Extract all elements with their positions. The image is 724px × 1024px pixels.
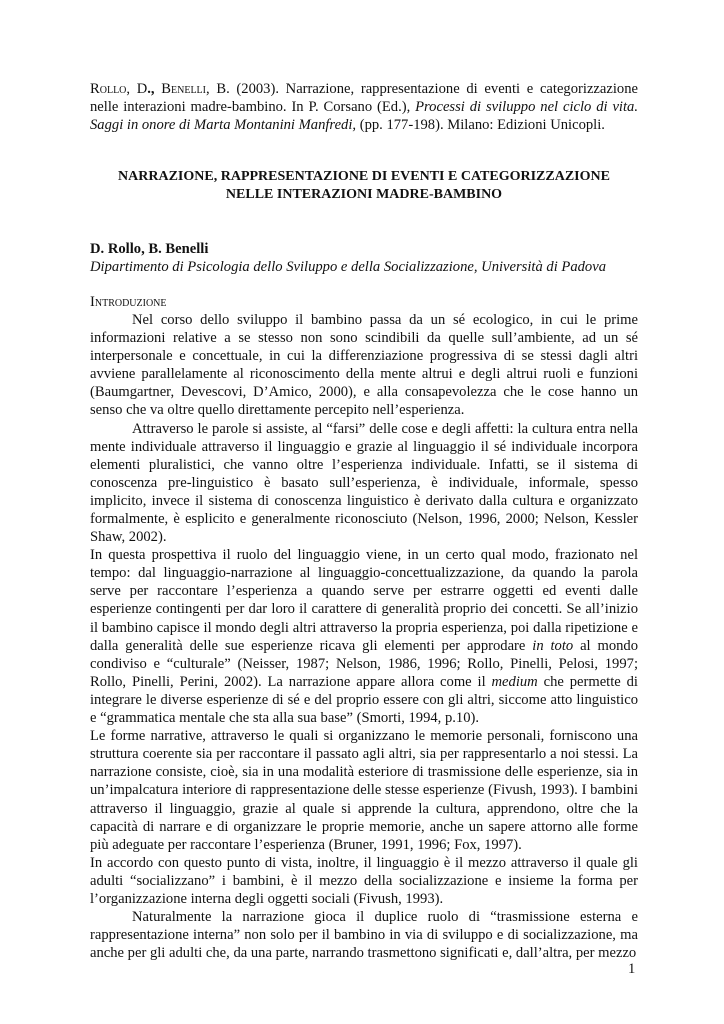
bibliographic-citation bbox=[90, 80, 638, 134]
citation-separator: ., bbox=[147, 81, 162, 97]
body-paragraph-2: Attraverso le parole si assiste, al “farsi” delle cose e degli affetti: la cultura entra nella mente individuale attraverso il linguaggio e grazie al linguaggio il sé individuale incorpora elementi pluralistici, che vanno oltre l’esperienza individuale. Infatti, se il sistema di conoscenza pre-linguistico è basato sull’esperienza, è individuale, informale, spesso implicito, invece il sistema di conoscenza linguistico è derivato dalla cultura e organizzato formalmente, è esplicito e generalmente riconosciuto (Nelson, 1996, 2000; Nelson, Kessler Shaw, 2002). bbox=[90, 420, 638, 546]
paragraph-3-text-b: al mondo condiviso e “culturale” (Neisser, 1987; Nelson, 1986, 1996; Rollo, Pinelli, Pelosi, 1997; Rollo, Pinelli, Perini, 2002). La narrazione appare allora come il bbox=[90, 637, 639, 690]
citation-details: . (2003). Narrazione, rappresentazione di eventi e categorizzazione nelle interazioni madre-bambino. In P. Corsano (Ed.), bbox=[90, 81, 638, 116]
paper-authors: D. Rollo, B. Benelli bbox=[90, 240, 209, 257]
paper-title-line-1: NARRAZIONE, RAPPRESENTAZIONE DI EVENTI E CATEGORIZZAZIONE bbox=[118, 169, 610, 185]
paragraph-3-emphasis-in-toto: in toto bbox=[532, 637, 574, 654]
citation-author-2: Benelli, B bbox=[161, 81, 227, 97]
citation-pages-publisher: (pp. 177-198). Milano: Edizioni Unicopli. bbox=[356, 117, 605, 134]
body-paragraph-6: Naturalmente la narrazione gioca il duplice ruolo di “trasmissione esterna e rappresentazione interna” non solo per il bambino in via di sviluppo e di socializzazione, ma anche per gli adulti che, da una parte, narrando trasmettono significati e, dall’altra, per mezzo bbox=[90, 909, 638, 962]
author-affiliation: Dipartimento di Psicologia dello Sviluppo e della Socializzazione, Università di Padova bbox=[90, 258, 606, 275]
citation-author-1: Rollo, D bbox=[90, 81, 148, 97]
paragraph-3-text-a: In questa prospettiva il ruolo del linguaggio viene, in un certo qual modo, frazionato nel tempo: dal linguaggio-narrazione al linguaggio-concettualizzazione, da quando la parola serve per raccontare l’esperienza a quando serve per estrarre oggetti ed eventi dalle esperienze contingenti per dar loro il carattere di generalità proprio dei concetti. Se all’inizio il bambino capisce il mondo degli altri attraverso la propria esperienza, poi dalla ripetizione e dalla generalità delle sue esperienze ricava gli elementi per approdare bbox=[90, 547, 638, 654]
document-page bbox=[90, 80, 638, 962]
body-paragraph-1: Nel corso dello sviluppo il bambino passa da un sé ecologico, in cui le prime informazioni relative a se stesso non sono scindibili da quelle sull’ambiente, ad un sé interpersonale e concettuale, in cui la differenziazione progressiva di se stessi dagli altri avviene parallelamente al riconoscimento della mente altrui e degli altrui ruoli e funzioni (Baumgartner, Devescovi, D’Amico, 2000), e alla consapevolezza che le cose hanno un senso che va oltre quello direttamente percepito nell’esperienza. bbox=[90, 311, 638, 419]
paper-title bbox=[90, 168, 638, 204]
paragraph-3-text-c: che permette di integrare le diverse esperienze di sé e del proprio essere con gli altri, siccome atto linguistico e “grammatica mentale che sta alla sua base” (Smorti, 1994, p.10). bbox=[90, 673, 638, 727]
paper-title-line-2: NELLE INTERAZIONI MADRE-BAMBINO bbox=[225, 187, 503, 203]
body-paragraph-5: In accordo con questo punto di vista, inoltre, il linguaggio è il mezzo attraverso il quale gli adulti “socializzano” i bambini, è il mezzo della socializzazione e insieme la forma per l’organizzazione interna degli oggetti sociali (Fivush, 1993). bbox=[90, 854, 638, 907]
paragraph-3-emphasis-medium: medium bbox=[491, 673, 538, 690]
body-paragraph-3 bbox=[90, 546, 638, 727]
section-heading: Introduzione bbox=[90, 293, 167, 310]
citation-book-title: Processi di sviluppo nel ciclo di vita. Saggi in onore di Marta Montanini Manfredi, bbox=[90, 99, 638, 134]
body-paragraph-4: Le forme narrative, attraverso le quali si organizzano le memorie personali, forniscono una struttura coerente sia per raccontare il passato agli altri, sia per rappresentarlo a noi stessi. La narrazione consiste, cioè, sia in una modalità esteriore di trasmissione delle esperienze, sia in un’impalcatura interiore di rappresentazione delle stesse esperienze (Fivush, 1993). I bambini attraverso il linguaggio, grazie al quale si apprende la cultura, apprendono, oltre che la capacità di narrare e di organizzare le proprie memorie, anche un sapere attorno alle forme più adeguate per raccontare l’esperienza (Bruner, 1991, 1996; Fox, 1997). bbox=[90, 728, 638, 853]
page-number: 1 bbox=[628, 961, 636, 977]
